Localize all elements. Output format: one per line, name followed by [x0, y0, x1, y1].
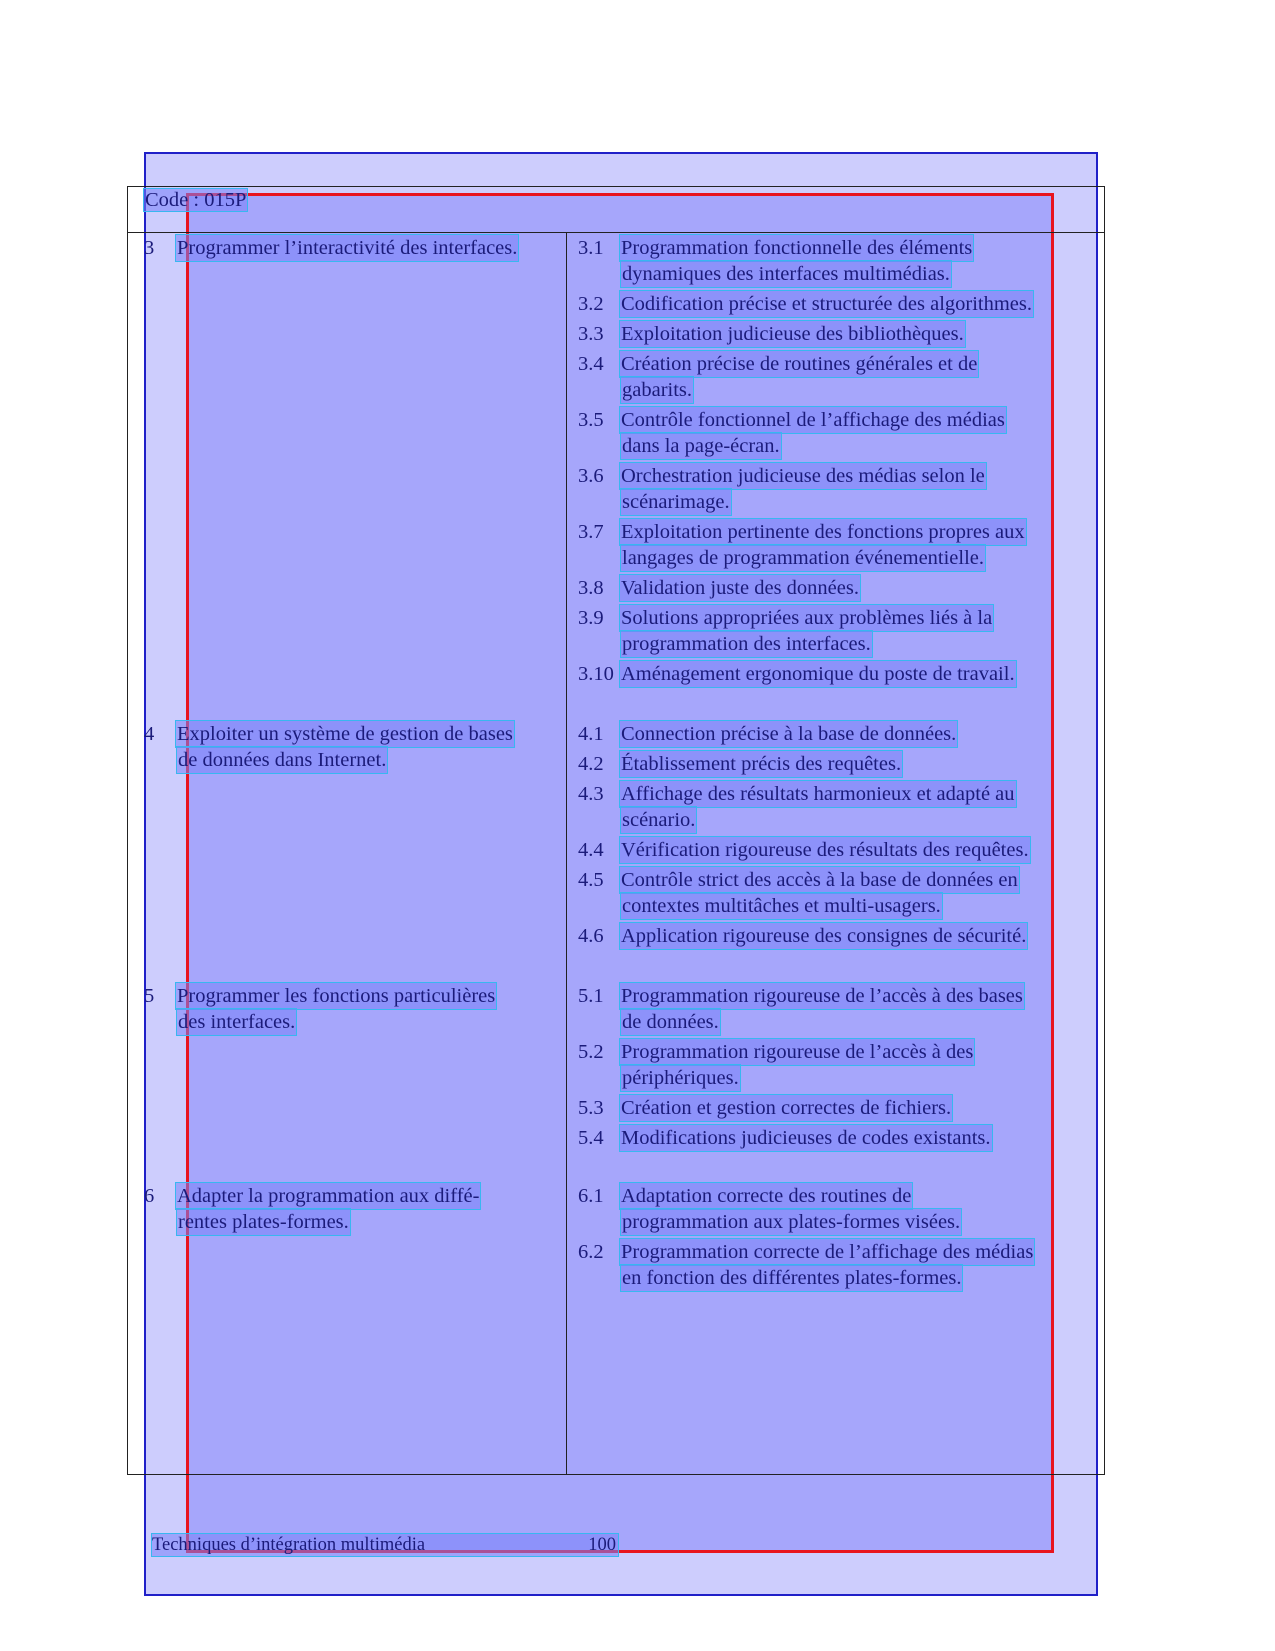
criterion-number: 3.2 [578, 293, 604, 315]
criterion-text: Validation juste des données. [621, 577, 859, 599]
criterion-text: Établissement précis des requêtes. [621, 753, 902, 775]
table-header-divider [127, 232, 1105, 233]
criterion-text: en fonction des différentes plates-formes. [622, 1267, 962, 1289]
criterion-text: gabarits. [622, 379, 693, 401]
criterion-number: 4.2 [578, 753, 604, 775]
competency-statement: des interfaces. [178, 1011, 296, 1033]
competency-statement: Adapter la programmation aux diffé- [177, 1185, 480, 1207]
criterion-text: programmation aux plates-formes visées. [622, 1211, 961, 1233]
competency-statement: Exploiter un système de gestion de bases [177, 723, 513, 745]
criterion-number: 3.7 [578, 521, 604, 543]
criterion-text: Création précise de routines générales et de [621, 353, 978, 375]
criterion-text: Orchestration judicieuse des médias selon le [621, 465, 985, 487]
criterion-number: 5.4 [578, 1127, 604, 1149]
criterion-text: programmation des interfaces. [622, 633, 871, 655]
criterion-number: 5.3 [578, 1097, 604, 1119]
criterion-text: Vérification rigoureuse des résultats des requêtes. [621, 839, 1029, 861]
competency-number: 4 [144, 723, 155, 745]
competency-statement: Programmer les fonctions particulières [177, 985, 496, 1007]
program-title: Techniques d’intégration multimédia [152, 1535, 426, 1555]
criterion-number: 4.3 [578, 783, 604, 805]
criterion-text: Programmation correcte de l’affichage des médias [621, 1241, 1034, 1263]
criterion-number: 3.1 [578, 237, 604, 259]
criterion-text: de données. [622, 1011, 719, 1033]
criterion-text: Contrôle strict des accès à la base de données en [621, 869, 1018, 891]
criterion-number: 6.2 [578, 1241, 604, 1263]
criterion-number: 3.10 [578, 663, 614, 685]
criterion-text: Exploitation pertinente des fonctions propres aux [621, 521, 1025, 543]
criterion-text: Création et gestion correctes de fichiers. [621, 1097, 952, 1119]
criterion-text: Connection précise à la base de données. [621, 723, 957, 745]
competency-statement: de données dans Internet. [178, 749, 387, 771]
criterion-text: contextes multitâches et multi-usagers. [622, 895, 941, 917]
criterion-number: 4.4 [578, 839, 604, 861]
criterion-number: 4.1 [578, 723, 604, 745]
criterion-text: Application rigoureuse des consignes de sécurité. [621, 925, 1027, 947]
criterion-text: dynamiques des interfaces multimédias. [622, 263, 950, 285]
criterion-number: 3.3 [578, 323, 604, 345]
criterion-number: 6.1 [578, 1185, 604, 1207]
page-footer [152, 1534, 618, 1556]
criterion-text: dans la page-écran. [622, 435, 780, 457]
competency-statement: Programmer l’interactivité des interfaces. [177, 237, 518, 259]
criterion-number: 4.5 [578, 869, 604, 891]
criterion-text: Exploitation judicieuse des bibliothèques. [621, 323, 964, 345]
criterion-text: Solutions appropriées aux problèmes liés à la [621, 607, 993, 629]
competency-statement: rentes plates-formes. [178, 1211, 349, 1233]
criterion-number: 3.9 [578, 607, 604, 629]
criterion-number: 5.1 [578, 985, 604, 1007]
page-number: 100 [588, 1535, 616, 1555]
criterion-text: scénario. [622, 809, 696, 831]
criterion-number: 3.6 [578, 465, 604, 487]
criterion-text: Adaptation correcte des routines de [621, 1185, 912, 1207]
competency-number: 5 [144, 985, 155, 1007]
document-code [144, 187, 247, 213]
code-label: Code : 015P [145, 189, 247, 211]
criterion-text: périphériques. [622, 1067, 739, 1089]
criterion-text: Programmation fonctionnelle des éléments [621, 237, 973, 259]
criterion-number: 3.8 [578, 577, 604, 599]
criterion-number: 3.4 [578, 353, 604, 375]
criterion-number: 3.5 [578, 409, 604, 431]
competency-number: 3 [144, 237, 155, 259]
criterion-text: Programmation rigoureuse de l’accès à des [621, 1041, 974, 1063]
criterion-number: 5.2 [578, 1041, 604, 1063]
criterion-text: Aménagement ergonomique du poste de travail. [621, 663, 1015, 685]
criterion-text: Affichage des résultats harmonieux et adapté au [621, 783, 1015, 805]
criterion-number: 4.6 [578, 925, 604, 947]
competency-number: 6 [144, 1185, 155, 1207]
criterion-text: Modifications judicieuses de codes existants. [621, 1127, 991, 1149]
criterion-text: Contrôle fonctionnel de l’affichage des médias [621, 409, 1005, 431]
criterion-text: langages de programmation événementielle. [622, 547, 985, 569]
criterion-text: scénarimage. [622, 491, 730, 513]
criterion-text: Codification précise et structurée des algorithmes. [621, 293, 1033, 315]
table-column-divider [566, 232, 567, 1475]
criterion-text: Programmation rigoureuse de l’accès à des bases [621, 985, 1023, 1007]
